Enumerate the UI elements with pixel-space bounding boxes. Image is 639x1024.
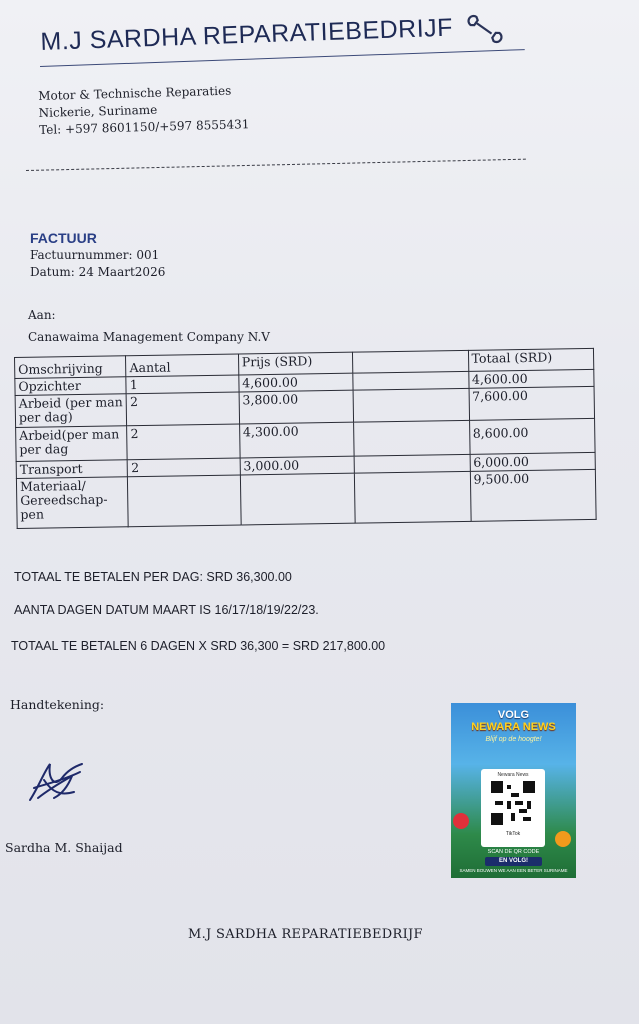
wrench-icon <box>466 12 504 46</box>
days-list: AANTA DAGEN DATUM MAART IS 16/17/18/19/22/23. <box>14 603 319 617</box>
signature-label: Handtekening: <box>10 697 105 712</box>
table-cell: 7,600.00 <box>469 386 595 420</box>
poster-follow-badge: EN VOLG! <box>485 857 542 866</box>
total-per-day: TOTAAL TE BETALEN PER DAG: SRD 36,300.00 <box>14 570 292 584</box>
table-cell: 3,000.00 <box>240 456 355 475</box>
items-table <box>14 348 597 529</box>
table-cell: 6,000.00 <box>470 452 596 471</box>
invoice-number: Factuurnummer: 001 <box>30 248 160 262</box>
recipient-block <box>28 307 270 346</box>
table-cell <box>128 475 241 527</box>
poster-tagline: Blijf op de hoogte! <box>485 736 542 743</box>
table-cell: Materiaal/ Gereedschap-pen <box>16 477 128 529</box>
header-cell: Totaal (SRD) <box>468 348 594 371</box>
flower-decoration <box>453 813 469 829</box>
table-cell <box>354 420 470 456</box>
table-cell: Arbeid(per man per dag <box>16 426 128 462</box>
table-cell: 9,500.00 <box>470 469 596 521</box>
dashed-divider <box>26 159 526 171</box>
table-cell: 4,600.00 <box>239 373 354 392</box>
address-line: Motor & Technische Reparaties <box>38 83 232 103</box>
recipient-label: Aan: <box>28 308 56 322</box>
table-cell: 3,800.00 <box>239 390 354 424</box>
table-cell: 2 <box>126 392 239 426</box>
invoice-header <box>30 230 165 281</box>
table-cell: Opzichter <box>15 377 127 396</box>
company-address <box>38 82 250 139</box>
recipient-name: Canawaima Management Company N.V <box>28 330 270 344</box>
poster-follow: VOLG <box>497 709 530 721</box>
header-cell <box>353 350 469 373</box>
table-cell <box>355 471 471 523</box>
table-cell: Transport <box>16 460 128 479</box>
newara-news-poster <box>451 703 576 878</box>
table-cell: 8,600.00 <box>469 418 595 454</box>
poster-bottom-text: SAMEN BOUWEN WE AAN EEN BETER SURINAME <box>459 868 568 873</box>
table-cell <box>240 473 355 525</box>
address-line: Tel: +597 8601150/+597 8555431 <box>38 117 250 137</box>
header-cell: Prijs (SRD) <box>238 352 353 375</box>
signature-image <box>24 758 88 806</box>
qr-title: Newara News <box>497 772 529 778</box>
table-cell: 2 <box>128 458 241 477</box>
header-cell: Omschrijving <box>15 356 127 379</box>
footer-company: M.J SARDHA REPARATIEBEDRIJF <box>188 927 423 942</box>
qr-card <box>481 769 545 847</box>
invoice-title: FACTUUR <box>30 230 97 246</box>
table-cell <box>353 388 469 422</box>
table-cell <box>353 371 469 390</box>
company-title: M.J SARDHA REPARATIEBEDRIJF <box>40 13 454 56</box>
qr-footer: TikTok <box>505 831 521 837</box>
invoice-date: Datum: 24 Maart2026 <box>30 265 166 279</box>
table-cell: 4,300.00 <box>239 422 354 458</box>
flower-decoration <box>555 831 571 847</box>
table-row <box>16 469 596 528</box>
table-cell <box>354 454 470 473</box>
table-cell: 4,600.00 <box>468 369 594 388</box>
grand-total: TOTAAL TE BETALEN 6 DAGEN X SRD 36,300 = SRD 217,800.00 <box>11 639 386 653</box>
signer-name: Sardha M. Shaijad <box>5 840 123 855</box>
table-cell: 1 <box>126 375 239 394</box>
poster-scan-text: SCAN DE QR CODE <box>487 849 540 855</box>
items-table-wrapper <box>14 348 597 529</box>
poster-brand: NEWARA NEWS <box>471 721 556 733</box>
address-line: Nickerie, Suriname <box>38 102 158 120</box>
header-cell: Aantal <box>126 354 239 377</box>
qr-code-icon <box>491 781 535 825</box>
table-cell: 2 <box>127 424 240 460</box>
table-cell: Arbeid (per man per dag) <box>15 394 127 428</box>
